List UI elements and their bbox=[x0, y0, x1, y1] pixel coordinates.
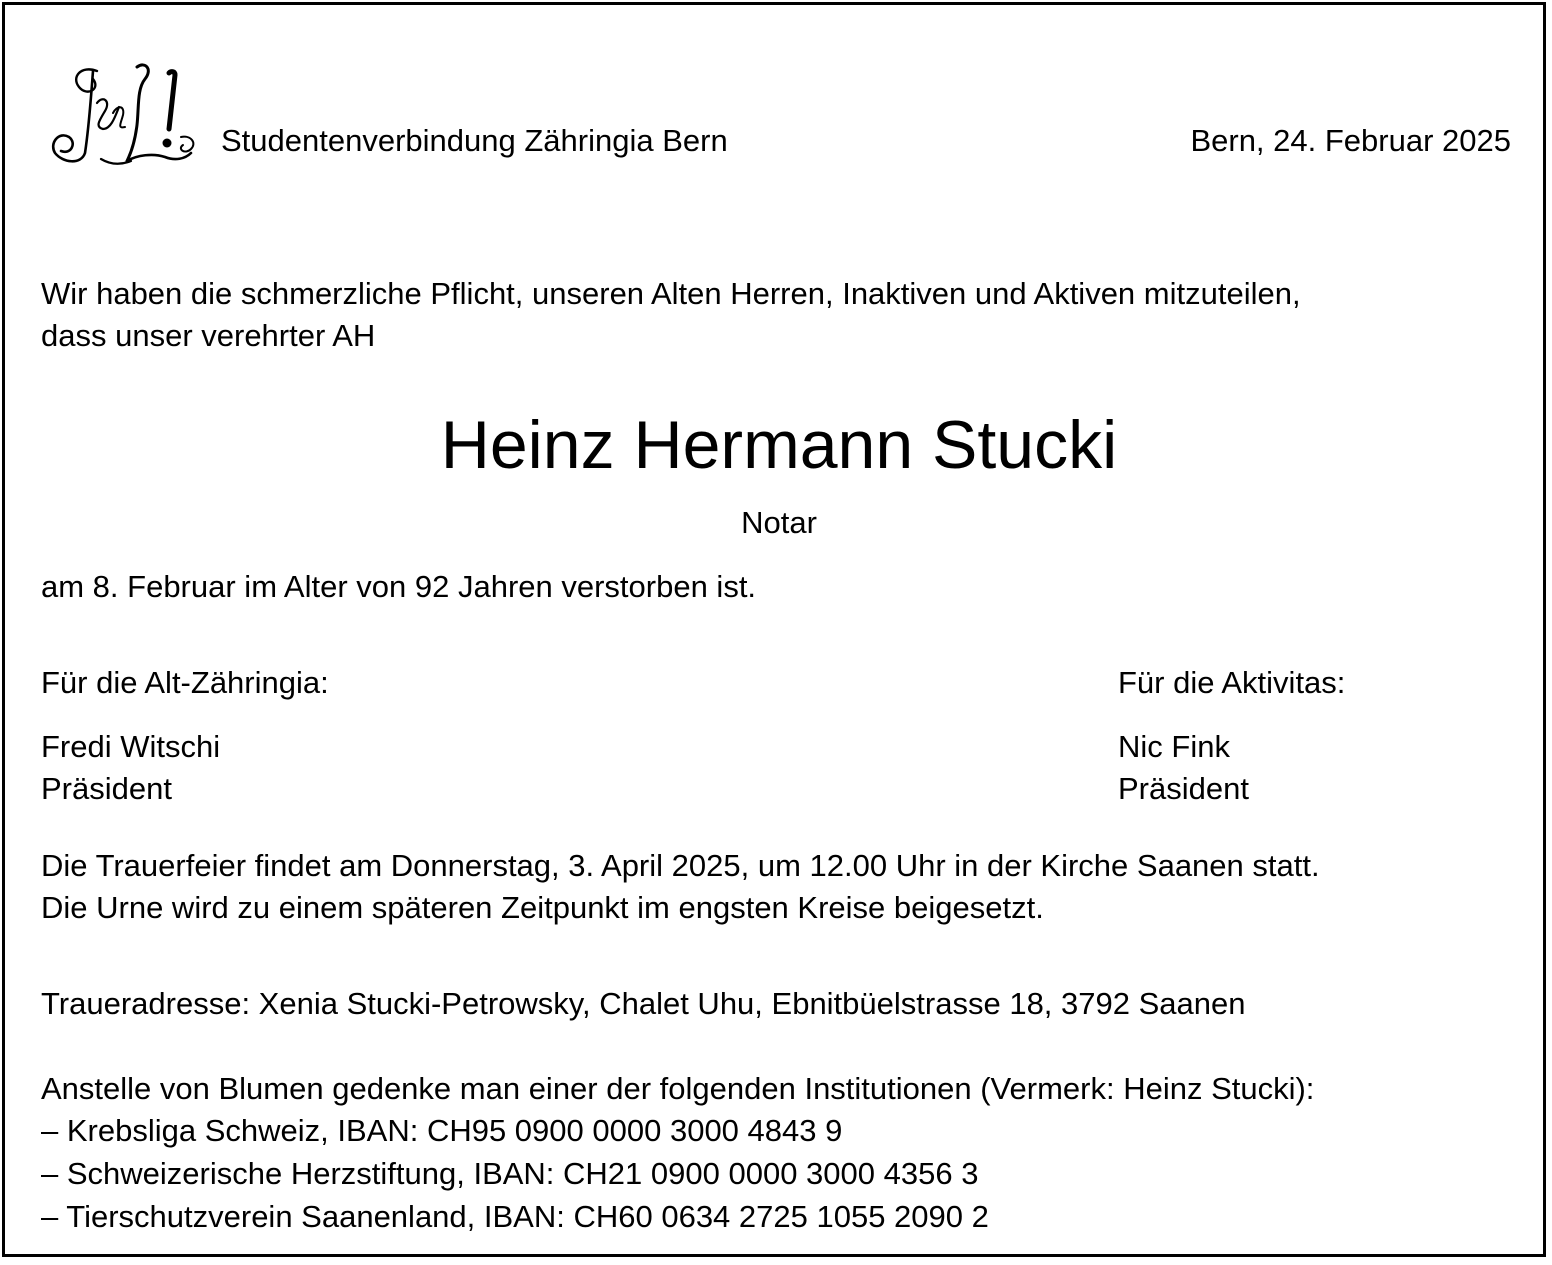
ceremony-line-1: Die Trauerfeier findet am Donnerstag, 3. April 2025, um 12.00 Uhr in der Kirche Saanen statt. bbox=[41, 848, 1320, 883]
donation-item: – Krebsliga Schweiz, IBAN: CH95 0900 0000 3000 4843 9 bbox=[41, 1113, 843, 1148]
signatory-right-role: Präsident bbox=[1118, 771, 1249, 806]
signatory-left-name: Fredi Witschi bbox=[41, 729, 221, 764]
death-notice: am 8. Februar im Alter von 92 Jahren verstorben ist. bbox=[41, 569, 757, 604]
ceremony-line-2: Die Urne wird zu einem späteren Zeitpunkt im engsten Kreise beigesetzt. bbox=[41, 890, 1044, 925]
deceased-name: Heinz Hermann Stucki bbox=[440, 407, 1118, 483]
place-date: Bern, 24. Februar 2025 bbox=[1190, 123, 1511, 158]
donations-intro: Anstelle von Blumen gedenke man einer der folgenden Institutionen (Vermerk: Heinz Stucki): bbox=[41, 1071, 1315, 1106]
signatory-left-role: Präsident bbox=[41, 771, 172, 806]
obituary-notice bbox=[2, 2, 1546, 1257]
signatory-right-group: Für die Aktivitas: bbox=[1118, 665, 1346, 700]
intro-line-1: Wir haben die schmerzliche Pflicht, unseren Alten Herren, Inaktiven und Aktiven mitzuteilen, bbox=[41, 276, 1301, 311]
mourning-address: Traueradresse: Xenia Stucki-Petrowsky, Chalet Uhu, Ebnitbüelstrasse 18, 3792 Saanen bbox=[41, 986, 1246, 1021]
signatory-right-name: Nic Fink bbox=[1118, 729, 1230, 764]
zaehringia-monogram-logo bbox=[41, 57, 197, 171]
intro-line-2: dass unser verehrter AH bbox=[41, 318, 376, 353]
deceased-title: Notar bbox=[741, 505, 817, 540]
organization-name: Studentenverbindung Zähringia Bern bbox=[221, 123, 728, 158]
donation-item: – Tierschutzverein Saanenland, IBAN: CH60 0634 2725 1055 2090 2 bbox=[41, 1199, 989, 1234]
donation-item: – Schweizerische Herzstiftung, IBAN: CH21 0900 0000 3000 4356 3 bbox=[41, 1156, 979, 1191]
signatory-left-group: Für die Alt-Zähringia: bbox=[41, 665, 329, 700]
